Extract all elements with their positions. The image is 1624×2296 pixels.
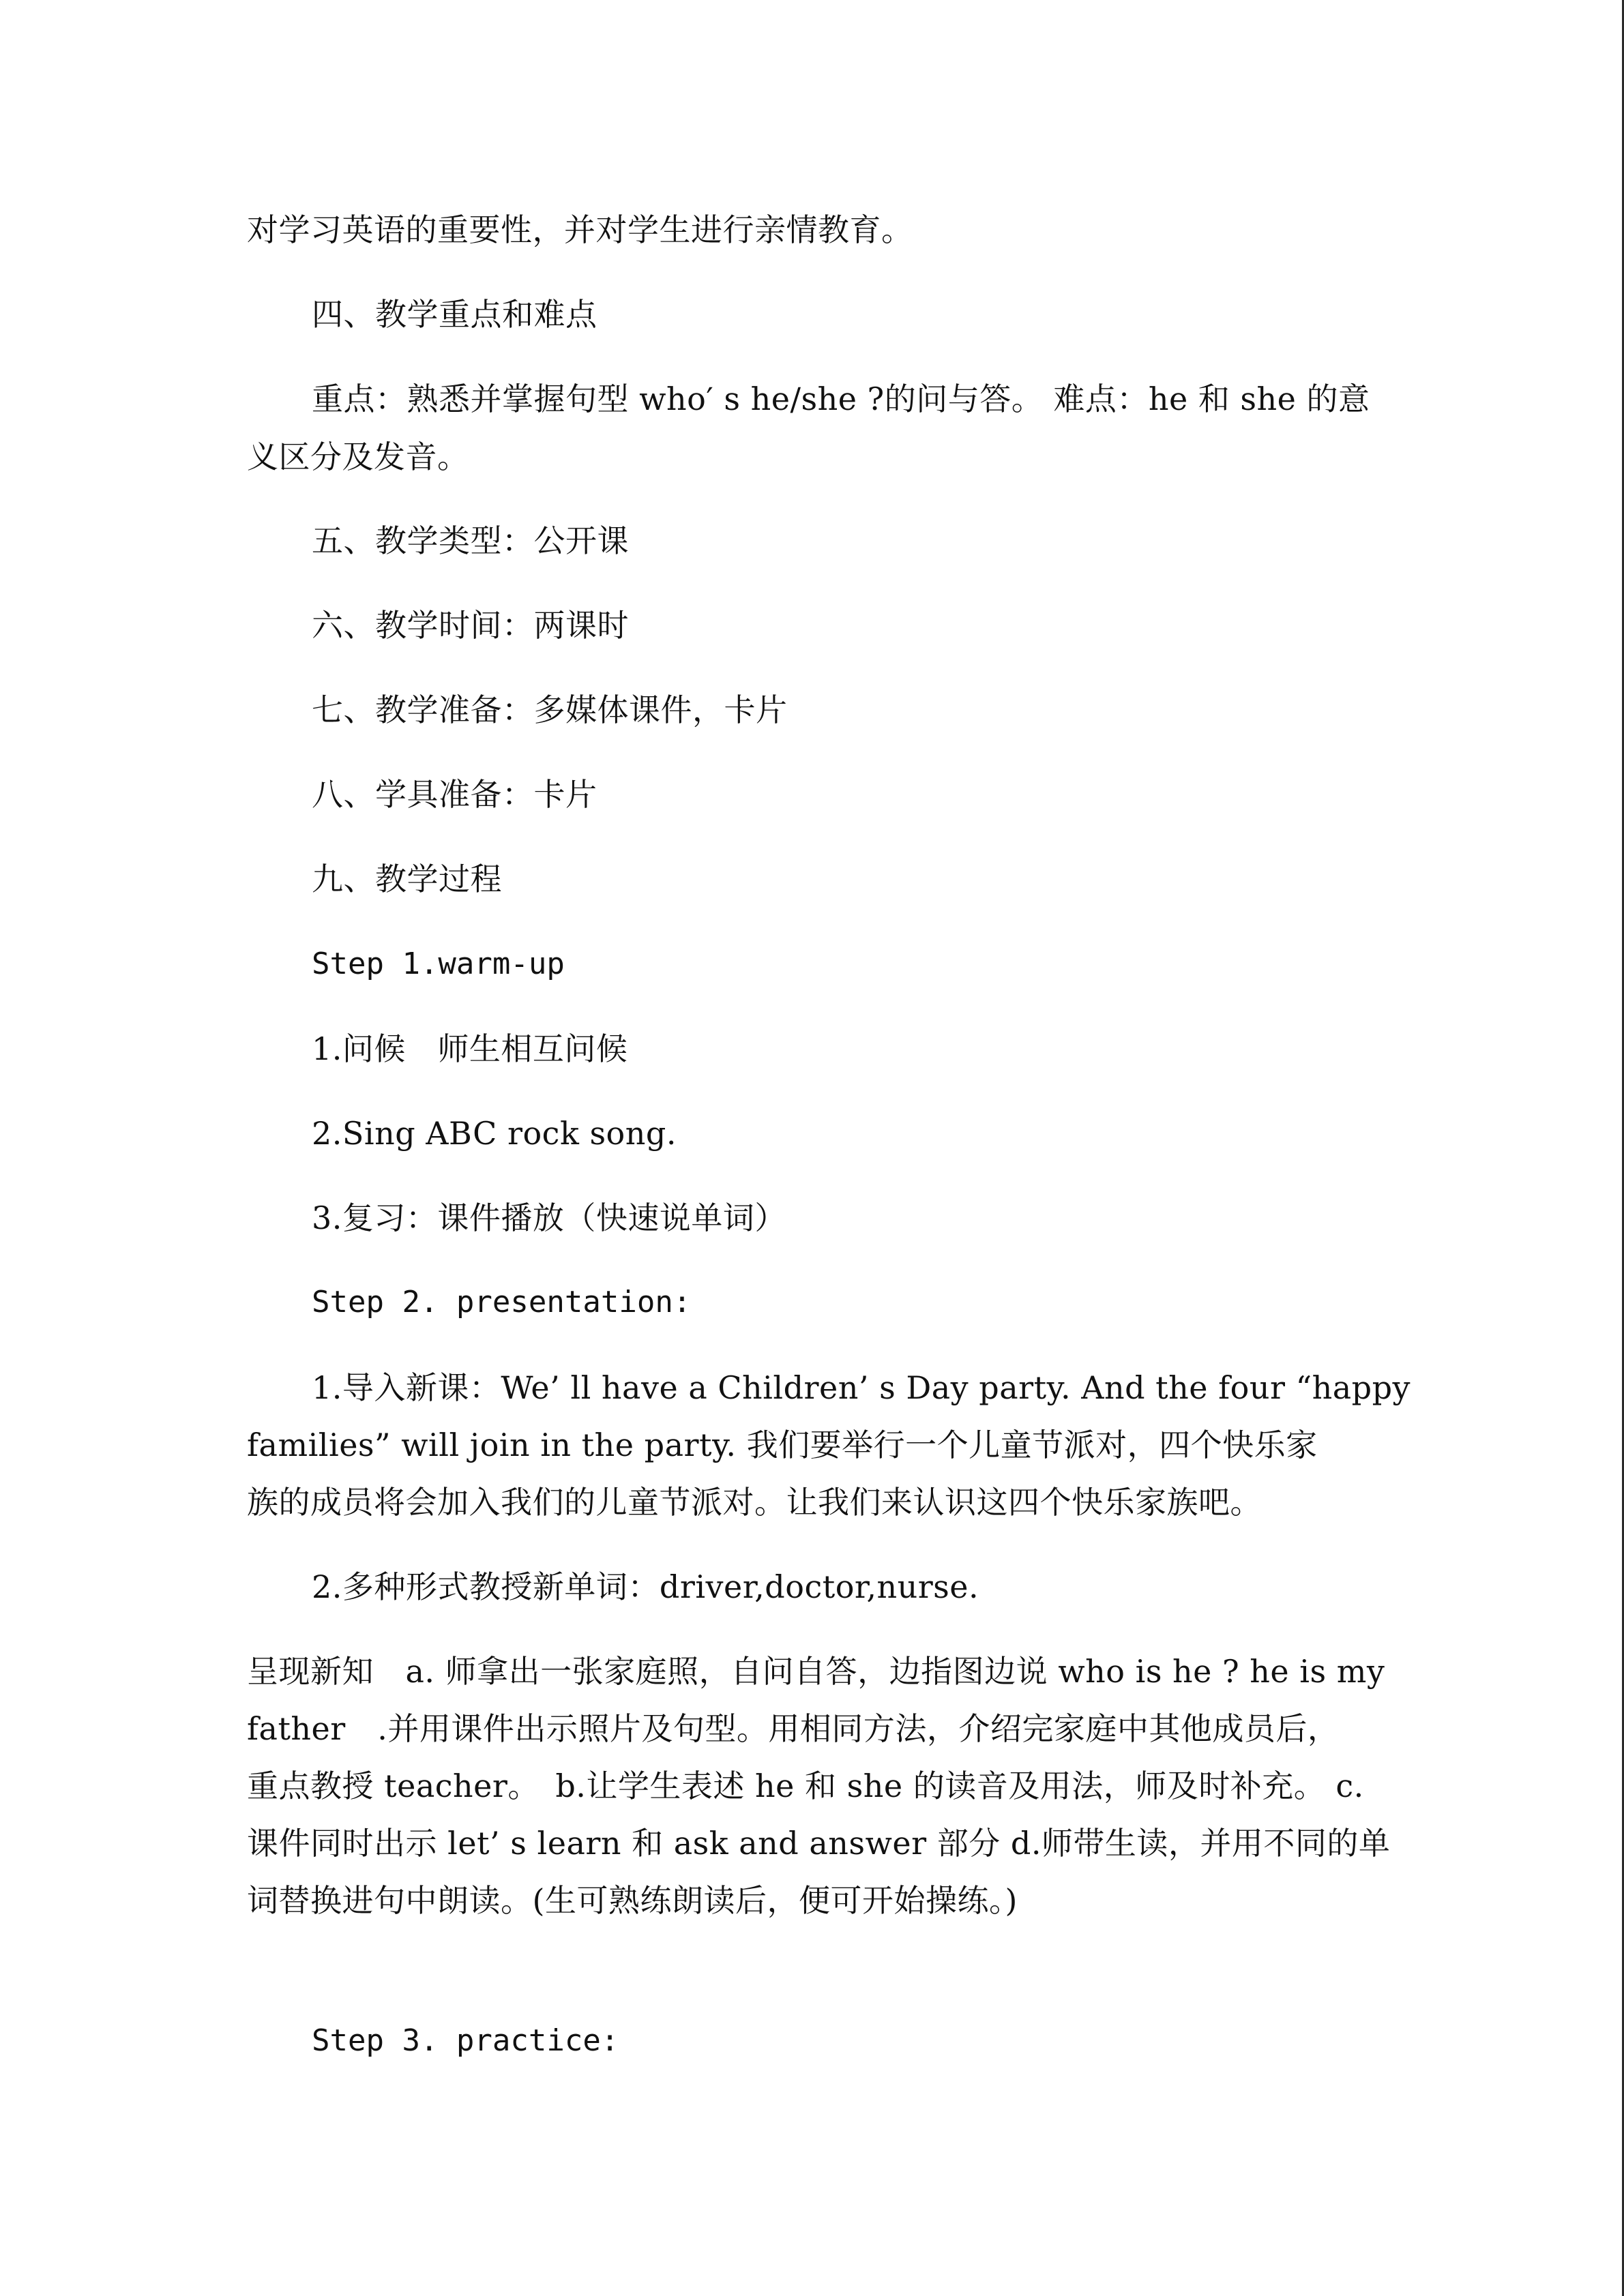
list-item: 3.复习：课件播放（快速说单词） bbox=[312, 1199, 786, 1236]
section-heading: 八、学具准备：卡片 bbox=[312, 776, 597, 813]
text-line: 课件同时出示 let’ s learn 和 ask and answer 部分 d.师带生读，并用不同的单 bbox=[247, 1825, 1391, 1862]
list-item: 2.Sing ABC rock song. bbox=[312, 1115, 677, 1152]
text-line: 呈现新知 a. 师拿出一张家庭照，自问自答，边指图边说 who is he ? he is my bbox=[247, 1653, 1385, 1690]
list-item: 1.问候 师生相互问候 bbox=[312, 1030, 628, 1067]
section-heading: 七、教学准备：多媒体课件，卡片 bbox=[312, 691, 788, 728]
section-heading: 五、教学类型：公开课 bbox=[312, 522, 629, 559]
text-line: 义区分及发音。 bbox=[247, 438, 469, 475]
section-heading: 九、教学过程 bbox=[312, 861, 502, 897]
list-item: 2.多种形式教授新单词：driver,doctor,nurse. bbox=[312, 1568, 979, 1605]
step-heading: Step 2. presentation: bbox=[312, 1285, 692, 1320]
step-heading: Step 1.warm-up bbox=[312, 946, 565, 981]
text-line: 重点教授 teacher。 b.让学生表述 he 和 she 的读音及用法，师及时补充。 c. bbox=[247, 1768, 1364, 1804]
section-heading: 四、教学重点和难点 bbox=[312, 296, 597, 333]
text-line: 词替换进句中朗读。(生可熟练朗读后，便可开始操练。) bbox=[247, 1882, 1018, 1919]
section-heading: 六、教学时间：两课时 bbox=[312, 607, 629, 644]
text-line: 族的成员将会加入我们的儿童节派对。让我们来认识这四个快乐家族吧。 bbox=[247, 1484, 1262, 1521]
text-line: 1.导入新课：We’ ll have a Children’ s Day party. And the four “happy bbox=[312, 1369, 1411, 1406]
text-line: father .并用课件出示照片及句型。用相同方法，介绍完家庭中其他成员后， bbox=[247, 1710, 1340, 1747]
text-line: 对学习英语的重要性，并对学生进行亲情教育。 bbox=[247, 211, 913, 248]
text-line: families” will join in the party. 我们要举行一个儿童节派对，四个快乐家 bbox=[247, 1427, 1318, 1463]
text-line: 重点：熟悉并掌握句型 who′ s he/she ?的问与答。 难点：he 和 she 的意 bbox=[312, 381, 1370, 417]
step-heading: Step 3. practice: bbox=[312, 2023, 619, 2058]
